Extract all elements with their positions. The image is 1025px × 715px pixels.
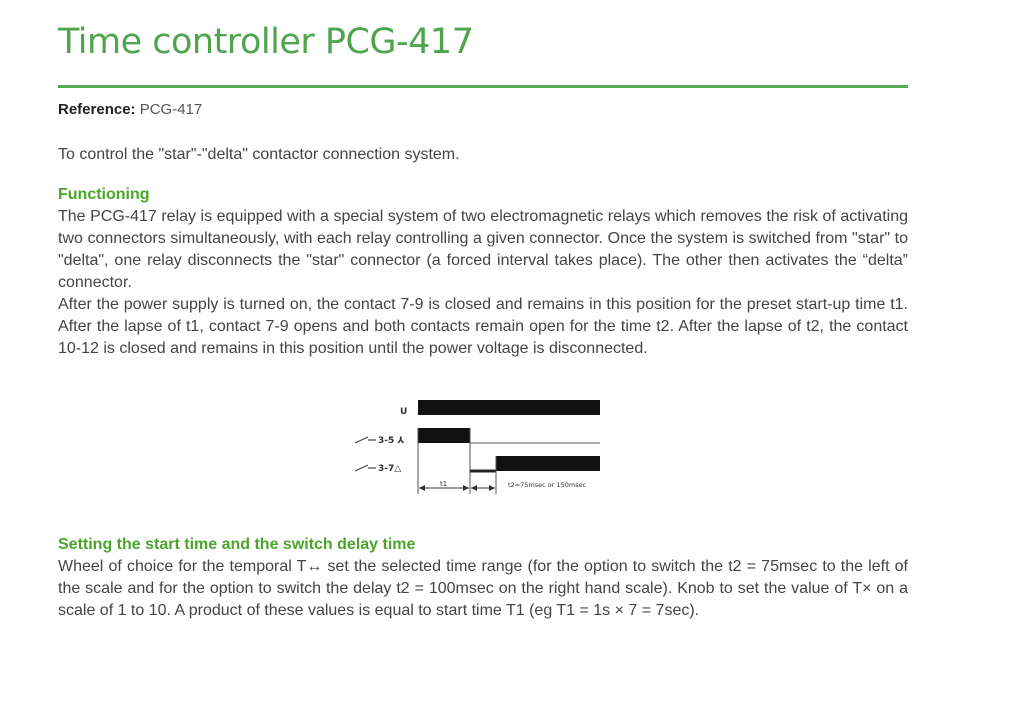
contact-switch-icon-delta (355, 465, 376, 471)
intro-text: To control the "star"-"delta" contactor connection system. (58, 146, 460, 163)
reference-line (58, 101, 202, 118)
diagram-label-delta: 3-7△ (378, 464, 402, 474)
diagram-label-star: 3-5 ⅄ (378, 436, 405, 446)
functioning-heading: Functioning (58, 186, 150, 203)
t2-dimension-arrow (471, 485, 495, 491)
diagram-u-bar (418, 400, 600, 415)
functioning-paragraph-1: The PCG-417 relay is equipped with a special system of two electromagnetic relays which removes the risk of activating two connectors simultaneously, with each relay controlling a given connector. Once the system is switched from "star" to "delta", one relay disconnects the "star" connector (a forced interval takes place). The other then activates the “delta” connector. (58, 208, 908, 291)
title-divider (58, 85, 908, 88)
reference-label: Reference: (58, 101, 136, 118)
contact-switch-icon-star (355, 437, 376, 443)
timing-diagram (350, 392, 620, 496)
diagram-label-u: U (400, 407, 408, 417)
setting-paragraph: Wheel of choice for the temporal T↔ set the selected time range (for the option to switch the t2 = 75msec to the left of the scale and for the option to switch the delay t2 = 100msec on the right hand scale). Knob to set the value of T× on a scale of 1 to 10. A product of these values is equal to start time T1 (eg T1 = 1s × 7 = 7sec). (58, 558, 908, 619)
functioning-paragraph-2: After the power supply is turned on, the contact 7-9 is closed and remains in this position for the preset start-up time t1. After the lapse of t1, contact 7-9 opens and both contacts remain open for the time t2. After the lapse of t2, the contact 10-12 is closed and remains in this position until the power voltage is disconnected. (58, 296, 908, 357)
diagram-delta-bar (496, 456, 600, 471)
reference-value: PCG-417 (139, 101, 203, 118)
diagram-label-t1: t1 (440, 480, 448, 488)
diagram-star-bar (418, 428, 470, 443)
setting-heading: Setting the start time and the switch delay time (58, 536, 416, 553)
page-title: Time controller PCG-417 (58, 22, 474, 62)
diagram-label-t2: t2=75msec or 150msec (508, 481, 587, 489)
